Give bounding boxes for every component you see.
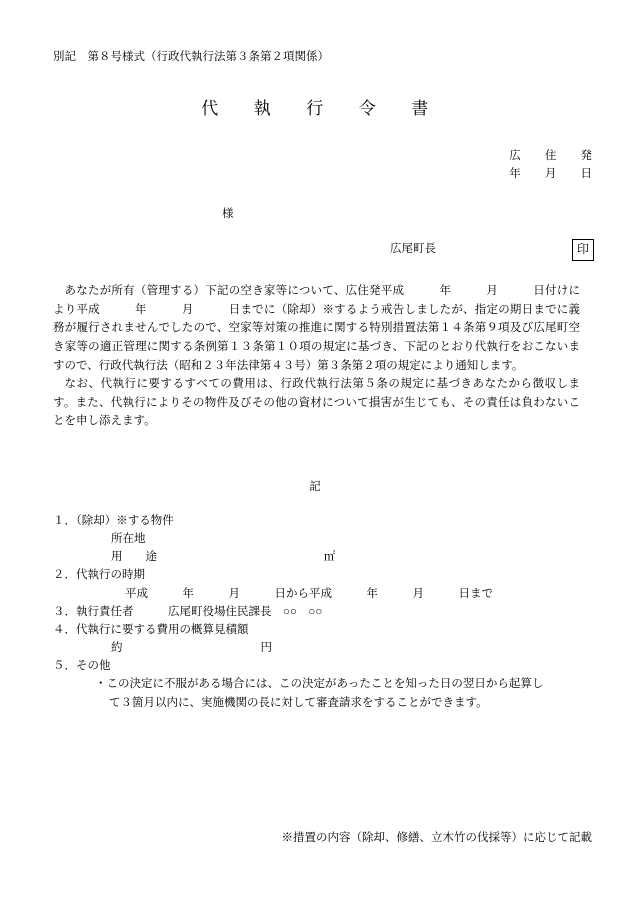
issue-number-block — [0, 148, 592, 184]
item-3-label: ３．執行責任者 広尾町役場住民課長 ○○ ○○ — [53, 605, 323, 618]
items-list — [53, 512, 593, 712]
issue-suffix: 発 — [580, 150, 592, 162]
item-2-period: 平成 年 月 日から平成 年 月 日まで — [125, 587, 493, 600]
item-5-bullet — [53, 675, 593, 711]
item-5-bullet-continued: て３箇月以内に、実施機関の長に対して審査請求をすることができます。 — [109, 696, 488, 709]
issue-month: 月 — [544, 167, 557, 180]
item-2-label: ２．代執行の時期 — [53, 569, 145, 582]
footnote: ※措置の内容（除却、修繕、立木竹の伐採等）に応じて記載 — [281, 832, 592, 844]
item-1-usage — [53, 548, 593, 566]
body-text — [53, 282, 580, 431]
ki-mark: 記 — [309, 481, 321, 493]
item-1-usage-unit: ㎡ — [323, 551, 336, 564]
body-paragraph-1: あなたが所有（管理する）下記の空き家等について、広住発平成 年 月 日付けにより平成 年 月 日までに（除却）※するよう戒告しましたが、指定の期日までに義務が履行されませんでしたので、空家等対策の推進に関する特別措置法第１４条第９項及び広尾町空き家等の適正管理に関する条例第１３条第１０項の規定に基づき、下記のとおり代執行をおこないますので、行政代執行法（昭和２３年法律第４３号）第３条第２項の規定により通知します。 — [53, 285, 580, 372]
item-5 — [53, 657, 593, 711]
document-title: 代 執 行 令 書 — [201, 99, 429, 118]
item-4-amount: 約 円 — [111, 642, 272, 655]
item-2 — [53, 566, 593, 602]
seal-stamp: 印 — [572, 239, 594, 261]
issue-mid: 住 — [544, 150, 557, 162]
item-1-location: 所在地 — [111, 533, 146, 546]
item-1 — [53, 512, 593, 566]
item-1-usage-label: 用 途 — [111, 551, 157, 564]
item-4-label: ４．代執行に要する費用の概算見積額 — [53, 623, 249, 636]
item-5-label: ５．その他 — [53, 660, 111, 673]
body-paragraph-2: なお、代執行に要するすべての費用は、行政代執行法第５条の規定に基づきあなたから徴収します。また、代執行によりその物件及びその他の資材について損害が生じても、その責任は負わないことを申し添えます。 — [53, 378, 580, 428]
issue-year: 年 — [509, 167, 521, 180]
issue-date-line — [0, 166, 592, 184]
addressee-honorific: 様 — [222, 208, 234, 220]
item-3 — [53, 603, 593, 621]
item-1-label: １．（除却）※する物件 — [53, 515, 174, 527]
issue-number-line — [0, 148, 592, 166]
issue-day: 日 — [580, 167, 592, 180]
issuer-name: 広尾町長 — [390, 243, 436, 255]
item-5-bullet-lead: ・この決定に不服がある場合には、この決定があったことを知った日の翌日から起算し — [95, 678, 544, 691]
issue-prefix: 広 — [509, 150, 521, 162]
item-4 — [53, 621, 593, 657]
form-number: 別記 第８号様式（行政代執行法第３条第２項関係） — [53, 51, 329, 63]
